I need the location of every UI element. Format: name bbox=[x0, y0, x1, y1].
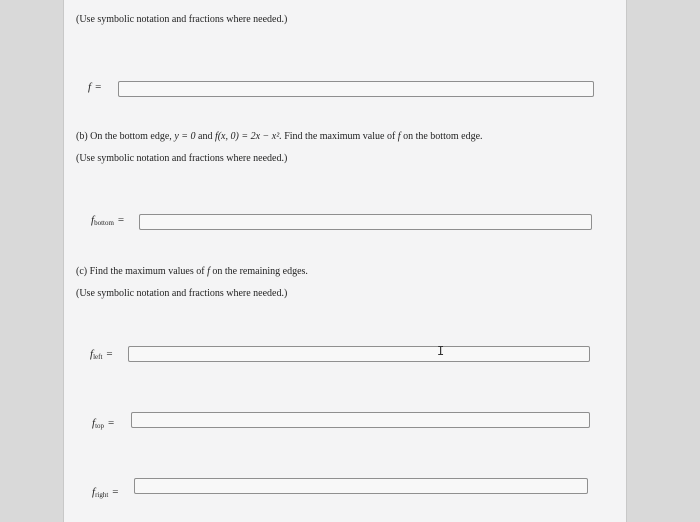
f-bottom-label: $f_{bottom}$ = bbox=[91, 214, 125, 227]
question-page bbox=[64, 0, 626, 522]
f-right-answer-input[interactable] bbox=[134, 478, 588, 494]
f-top-label: $f_{top}$ = bbox=[92, 417, 115, 430]
f-left-label: $f_{left}$ = bbox=[90, 348, 113, 361]
part-c-question: (c) Find the maximum values of f on the remaining edges. bbox=[76, 266, 308, 277]
hint-text-c: (Use symbolic notation and fractions where needed.) bbox=[76, 288, 288, 299]
hint-text-a: (Use symbolic notation and fractions where needed.) bbox=[76, 14, 288, 25]
hint-text-b: (Use symbolic notation and fractions where needed.) bbox=[76, 153, 288, 164]
f-bottom-answer-input[interactable] bbox=[139, 214, 592, 230]
f-left-answer-input[interactable] bbox=[128, 346, 590, 362]
f-right-label: $f_{right}$ = bbox=[92, 486, 119, 499]
part-b-question: (b) On the bottom edge, y = 0 and f(x, 0) = 2x − x². Find the maximum value of f on the bottom edge. bbox=[76, 131, 483, 142]
f-top-answer-input[interactable] bbox=[131, 412, 590, 428]
text-cursor-icon: I bbox=[437, 344, 445, 358]
f-answer-input[interactable] bbox=[118, 81, 594, 97]
f-label: f = bbox=[88, 81, 102, 93]
